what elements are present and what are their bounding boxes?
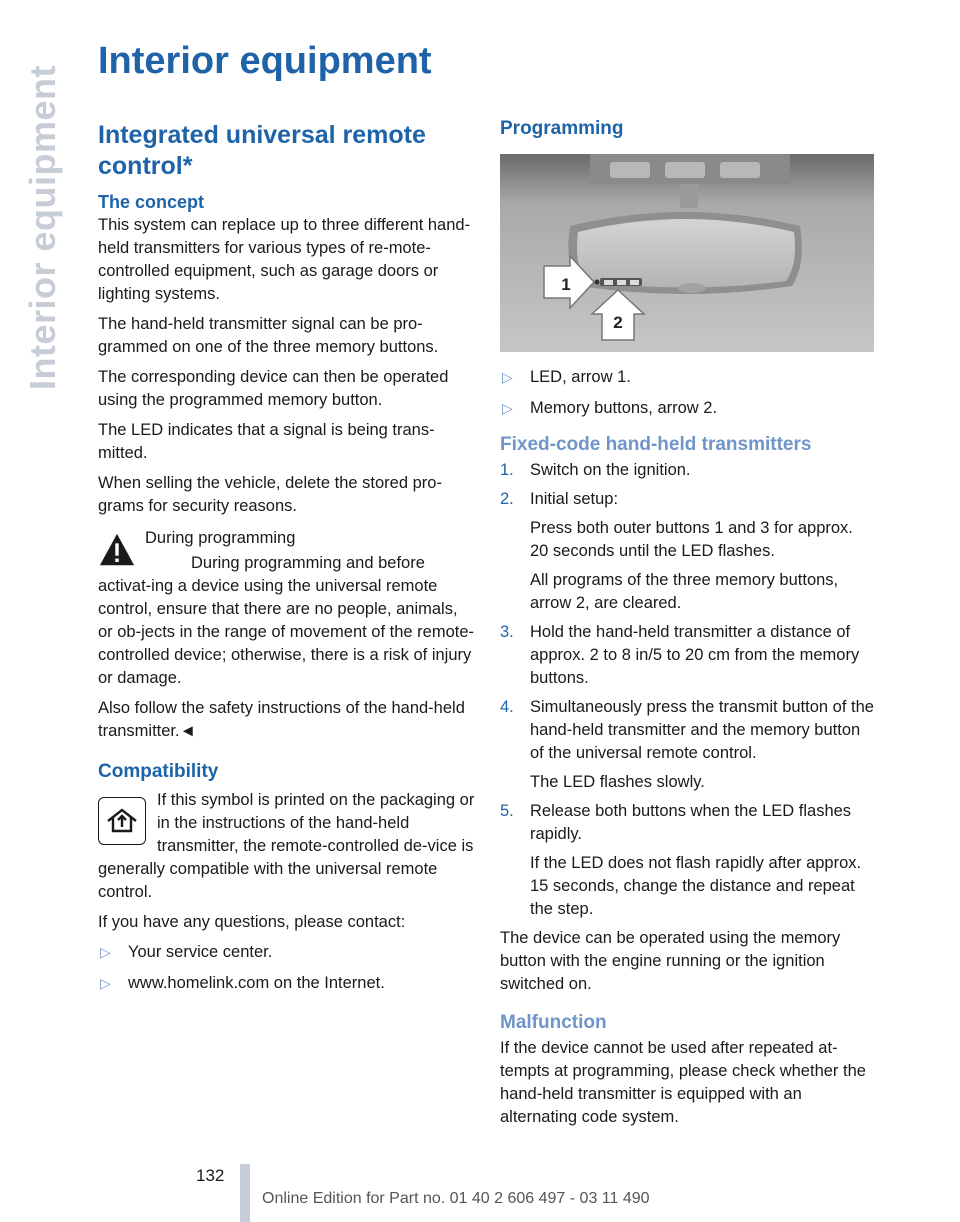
list-item: ▷ LED, arrow 1. [500,366,874,389]
compatibility-body: If this symbol is printed on the packaging or in the instructions of the hand-held transmitter, the remote-controlled de-vice is generally compatible with the universal remote control. [98,791,475,901]
page-title: Interior equipment [98,40,432,82]
rearview-mirror-photo [500,154,874,352]
compatibility-heading: Compatibility [98,761,219,782]
footer-bar [240,1164,250,1222]
triangle-right-icon: ▷ [100,975,111,991]
page-number: 132 [196,1166,225,1185]
compatibility-note [98,789,476,904]
triangle-right-icon: ▷ [502,369,513,385]
step-item: 1. Switch on the ignition. [500,461,691,479]
warning-title: During programming [145,529,296,547]
list-item: ▷ Your service center. [98,941,476,964]
left-column [98,120,476,1003]
step-item: 2. Initial setup: Press both outer buttons 1 and 3 for approx. 20 seconds until the LED flashes. All programs of the three memory buttons, arrow 2, are cleared. [500,490,853,612]
contact-list [98,941,476,995]
concept-paragraph: This system can replace up to three different hand-held transmitters for various types of re-mote-controlled equipment, such as garage doors or lighting systems. [98,216,471,303]
step-item: 3. Hold the hand-held transmitter a distance of approx. 2 to 8 in/5 to 20 cm from the memory buttons. [500,623,860,687]
list-item: ▷ Memory buttons, arrow 2. [500,397,874,420]
concept-paragraph: The corresponding device can then be operated using the programmed memory button. [98,368,449,409]
footer-edition: Online Edition for Part no. 01 40 2 606 497 - 03 11 490 [262,1190,650,1207]
photo-label-2: 2 [613,313,623,332]
section-heading-remote-control: Integrated universal remote control* [98,121,426,180]
triangle-right-icon: ▷ [100,944,111,960]
step-item: 5. Release both buttons when the LED flashes rapidly. If the LED does not flash rapidly after approx. 15 seconds, change the distance and repeat the step. [500,802,862,918]
homelink-house-icon [98,797,146,845]
fixed-code-heading: Fixed-code hand-held transmitters [500,434,812,455]
side-tab [0,0,72,400]
warning-triangle-icon [98,531,136,569]
photo-label-1: 1 [561,275,571,294]
after-steps-text: The device can be operated using the memory button with the engine running or the ignition switched on. [500,929,841,993]
contact-intro: If you have any questions, please contact: [98,913,406,931]
step-item: 4. Simultaneously press the transmit button of the hand-held transmitter and the memory button of the universal remote control. The LED flashes slowly. [500,698,874,791]
triangle-right-icon: ▷ [502,400,513,416]
warning-follow: Also follow the safety instructions of the hand-held transmitter.◄ [98,699,465,740]
side-tab-label: Interior equipment [22,64,63,390]
malfunction-heading: Malfunction [500,1012,607,1033]
programming-steps [500,459,874,921]
malfunction-body: If the device cannot be used after repeated at-tempts at programming, please check whether the hand-held transmitter is equipped with an alternating code system. [500,1039,866,1126]
concept-paragraph: When selling the vehicle, delete the stored pro-grams for security reasons. [98,474,442,515]
concept-paragraph: The hand-held transmitter signal can be pro-grammed on one of the three memory buttons. [98,315,439,356]
warning-body: During programming and before activat-ing a device using the universal remote control, ensure that there are no people, animals, or ob-jects in the range of movement of the remote-controlled device; otherwise, there is a risk of injury or damage. [98,554,475,687]
right-column [500,118,874,1136]
concept-heading: The concept [98,192,205,212]
warning-note [98,527,476,690]
concept-paragraph: The LED indicates that a signal is being trans-mitted. [98,421,435,462]
list-item: ▷ www.homelink.com on the Internet. [98,972,476,995]
programming-heading: Programming [500,118,624,139]
photo-legend [500,366,874,420]
